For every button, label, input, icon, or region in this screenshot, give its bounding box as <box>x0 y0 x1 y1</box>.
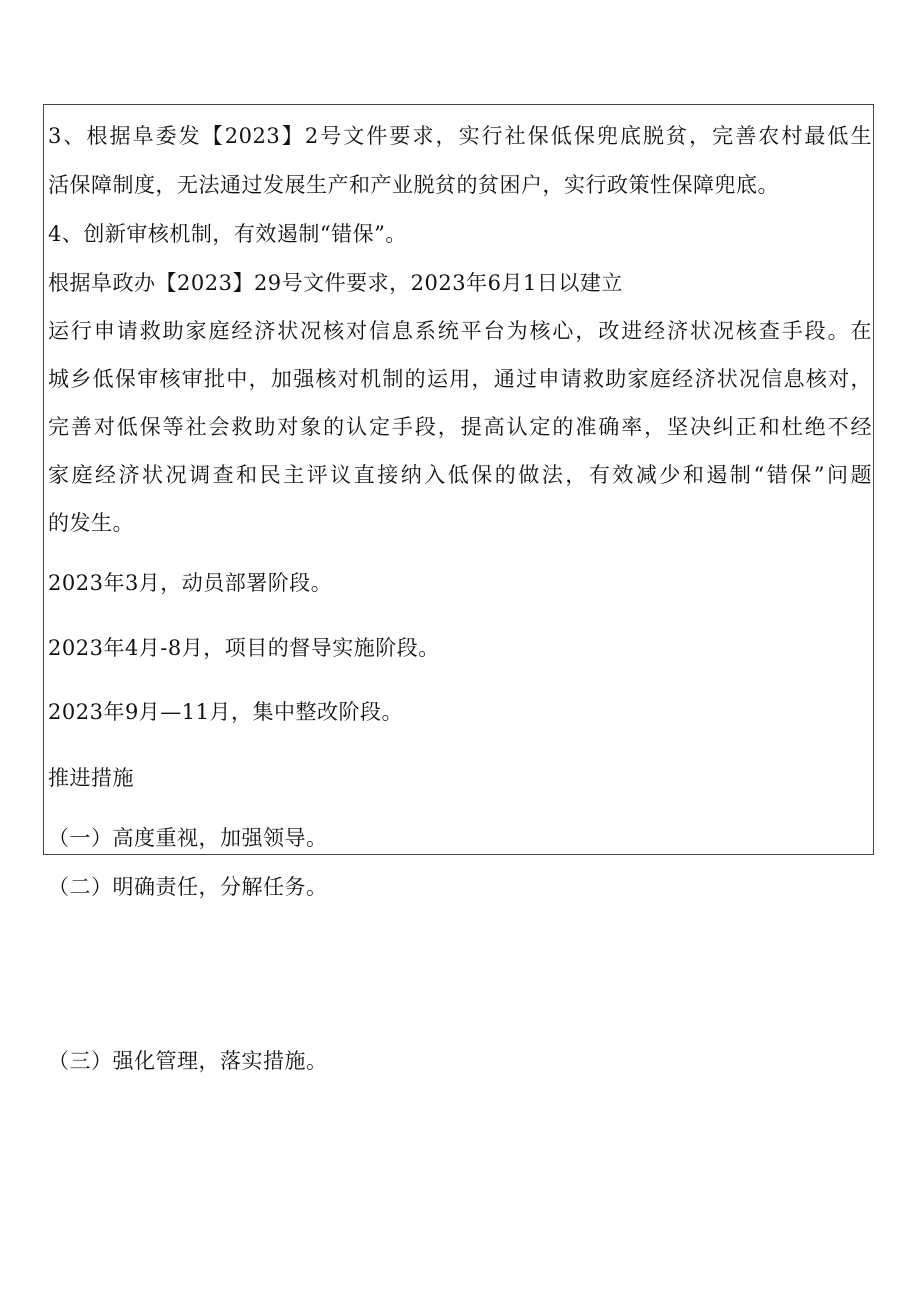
measure-item: （三）强化管理，落实措施。 <box>48 1049 328 1073</box>
paragraph-line: 活保障制度，无法通过发展生产和产业脱贫的贫困户，实行政策性保障兜底。 <box>48 173 779 197</box>
paragraph-line: 的发生。 <box>48 511 134 535</box>
paragraph-line: 运行申请救助家庭经济状况核对信息系统平台为核心，改进经济状况核查手段。在 <box>48 319 872 343</box>
timeline-item: 2023年3月，动员部署阶段。 <box>48 571 333 595</box>
paragraph-line: 4、创新审核机制，有效遏制“错保”。 <box>48 222 407 246</box>
paragraph-line: 完善对低保等社会救助对象的认定手段，提高认定的准确率，坚决纠正和杜绝不经 <box>48 415 872 439</box>
paragraph-line: 根据阜政办【2023】29号文件要求，2023年6月1日以建立 <box>48 271 623 295</box>
timeline-item: 2023年4月-8月，项目的督导实施阶段。 <box>48 636 440 660</box>
section-heading: 推进措施 <box>48 766 134 790</box>
timeline-item: 2023年9月—11月，集中整改阶段。 <box>48 700 404 724</box>
paragraph-line: 城乡低保审核审批中，加强核对机制的运用，通过申请救助家庭经济状况信息核对， <box>48 367 872 391</box>
paragraph-line: 家庭经济状况调查和民主评议直接纳入低保的做法，有效减少和遏制“错保”问题 <box>48 463 872 487</box>
measure-item: （二）明确责任，分解任务。 <box>48 875 328 899</box>
measure-item: （一）高度重视，加强领导。 <box>48 826 328 850</box>
paragraph-line: 3、根据阜委发【2023】2号文件要求，实行社保低保兜底脱贫，完善农村最低生 <box>48 124 872 148</box>
